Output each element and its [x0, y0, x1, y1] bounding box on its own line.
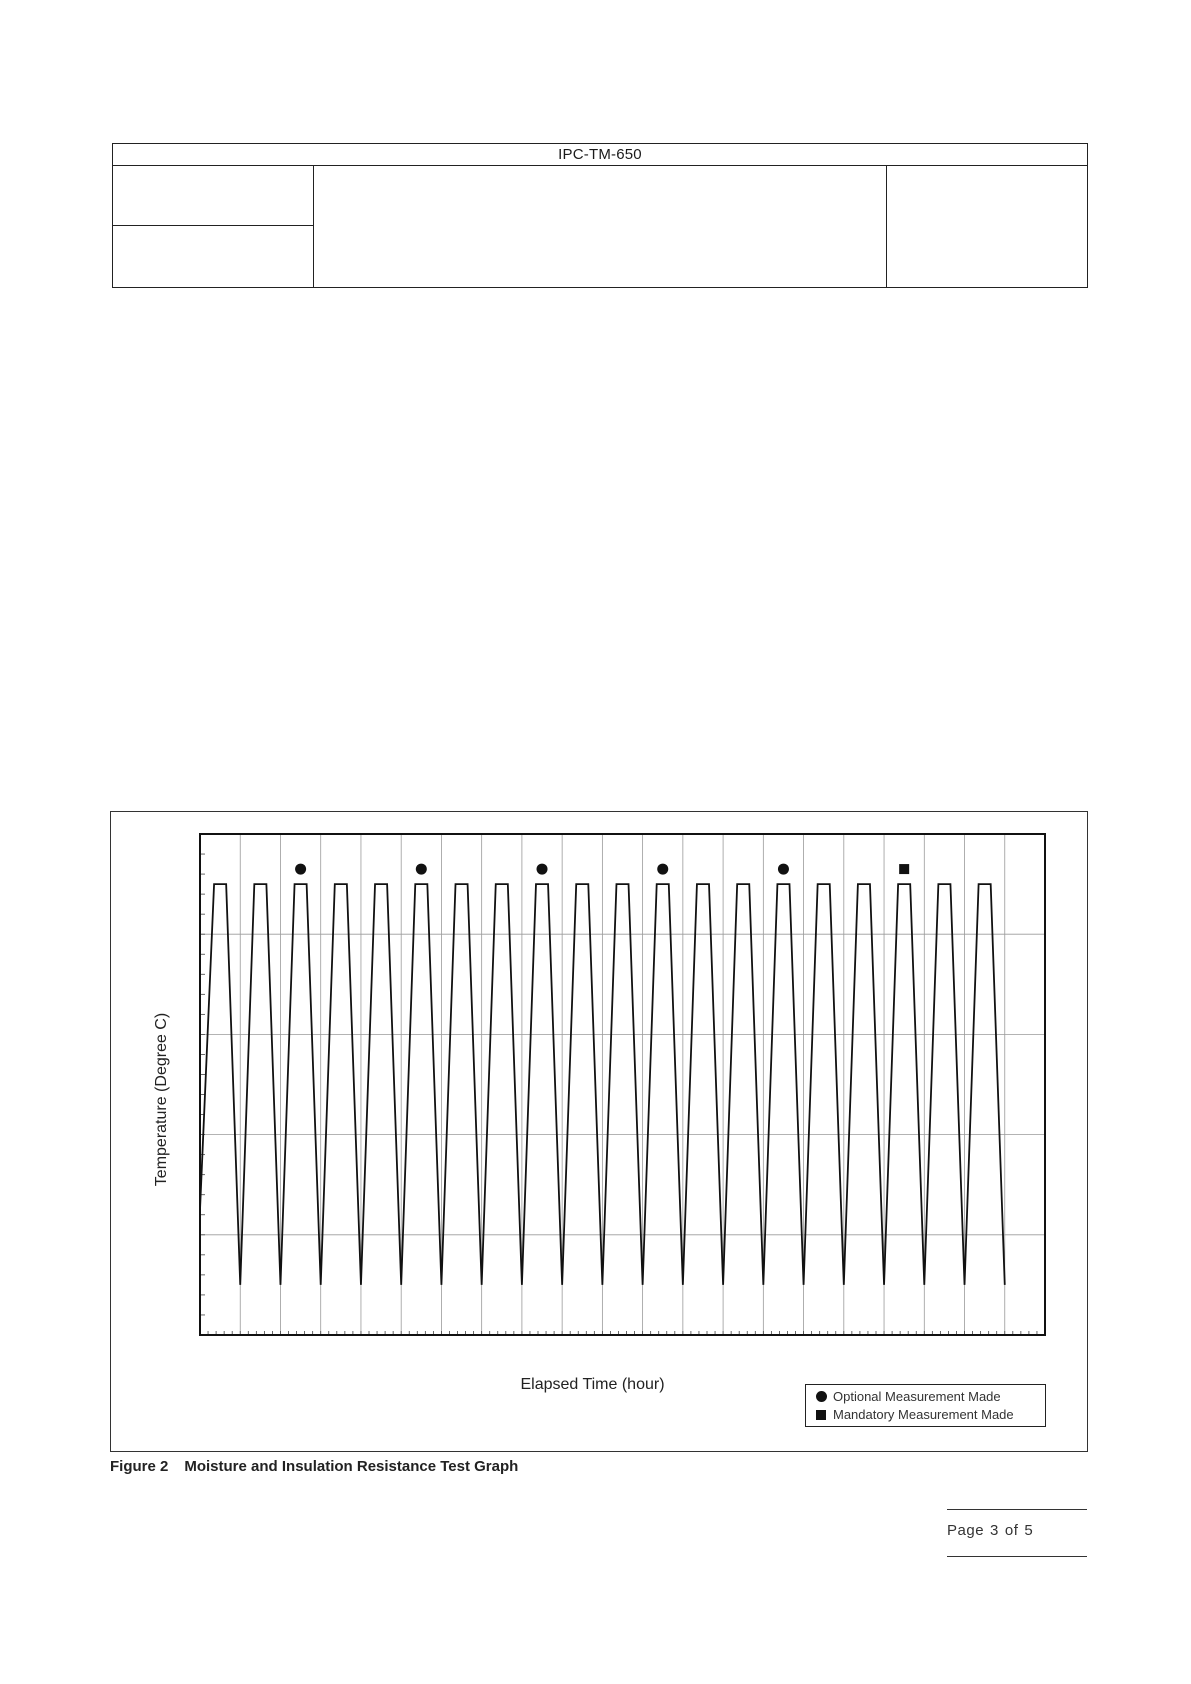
square-marker-icon — [816, 1410, 826, 1420]
page-of: of — [1004, 1522, 1019, 1539]
page-number — [947, 1522, 1039, 1539]
chart-legend — [805, 1384, 1046, 1427]
figure-title: Moisture and Insulation Resistance Test Graph — [184, 1458, 519, 1475]
circle-marker-icon — [816, 1391, 827, 1402]
y-axis-label: Temperature (Degree C) — [153, 1012, 170, 1187]
legend-label-optional: Optional Measurement Made — [833, 1389, 1001, 1404]
figure-number: Figure 2 — [110, 1458, 169, 1475]
page-rule-top — [947, 1509, 1087, 1510]
figure-caption — [110, 1458, 518, 1475]
x-axis-label: Elapsed Time (hour) — [520, 1376, 665, 1393]
page-rule-bottom — [947, 1556, 1087, 1557]
page-total: 5 — [1024, 1522, 1034, 1539]
page-current: 3 — [990, 1522, 999, 1539]
legend-entry-mandatory — [816, 1407, 1014, 1422]
optional-measurement-marker — [416, 864, 427, 875]
mandatory-measurement-marker — [899, 864, 909, 874]
plot-area-frame — [200, 834, 1045, 1335]
optional-measurement-marker — [657, 864, 668, 875]
legend-label-mandatory: Mandatory Measurement Made — [833, 1407, 1014, 1422]
document-id: IPC-TM-650 — [113, 144, 1087, 166]
optional-measurement-marker — [295, 864, 306, 875]
legend-entry-optional — [816, 1389, 1001, 1404]
page-word: Page — [947, 1522, 985, 1539]
optional-measurement-marker — [778, 864, 789, 875]
optional-measurement-marker — [537, 864, 548, 875]
